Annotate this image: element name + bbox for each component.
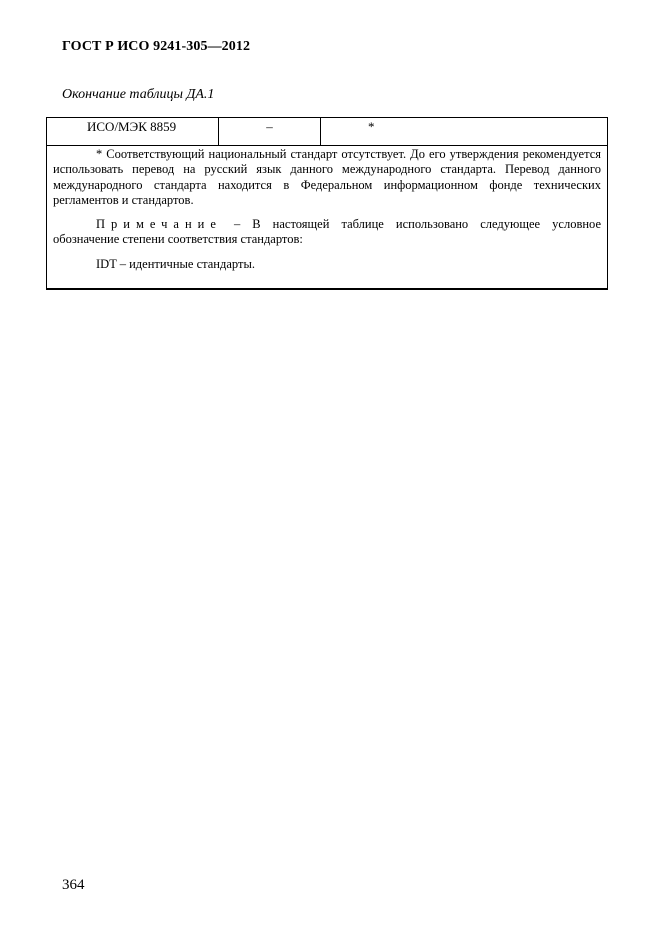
- idt-legend: IDT – идентичные стандарты.: [96, 256, 255, 271]
- table-row: [47, 118, 607, 146]
- table-cell-standard: ИСО/МЭК 8859: [47, 118, 219, 145]
- table-caption: Окончание таблицы ДА.1: [62, 87, 215, 102]
- table-cell-degree: –: [219, 118, 321, 145]
- footnote-paragraph: * Соответствующий национальный стандарт отсутствует. До его утверждения рекомендуется использовать перевод на русский язык данного международного стандарта. Перевод данного международного стандарта находится в Федеральном информационном фонде технических регламентов и стандартов.: [53, 147, 601, 207]
- note-paragraph: [53, 217, 601, 248]
- document-header: ГОСТ Р ИСО 9241-305—2012: [62, 39, 251, 54]
- table-cell-national-standard: *: [368, 119, 375, 134]
- note-text: – В настоящей таблице использовано следующее условное обозначение степени соответствия стандартов:: [53, 217, 601, 247]
- table-notes: [47, 147, 607, 272]
- page-number: 364: [62, 877, 85, 893]
- note-label: Примечание: [96, 217, 222, 232]
- standards-table: [46, 117, 608, 290]
